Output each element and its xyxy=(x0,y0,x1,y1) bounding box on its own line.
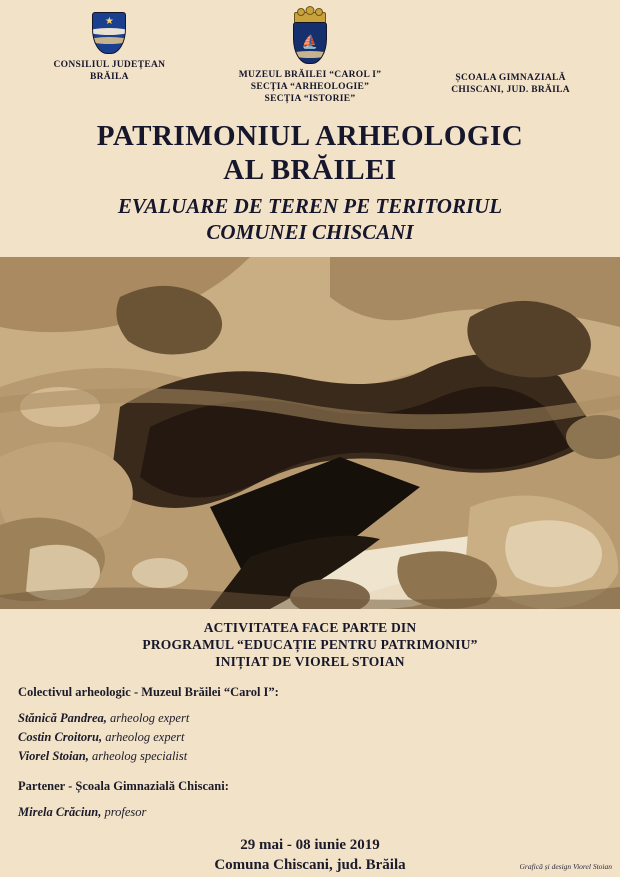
list-item xyxy=(18,748,620,764)
poster-titles xyxy=(0,105,620,245)
list-item xyxy=(18,804,620,820)
person-role: profesor xyxy=(104,805,147,819)
credits-block xyxy=(0,670,620,823)
person-name: Costin Croitoru, xyxy=(18,730,103,744)
person-name: Mirela Crăciun, xyxy=(18,805,102,819)
page-title xyxy=(20,119,600,187)
person-role: arheolog expert xyxy=(110,711,190,725)
crest-block-museum xyxy=(205,12,415,105)
event-dates: 29 mai - 08 iunie 2019 xyxy=(240,837,380,853)
page-subtitle xyxy=(20,193,600,245)
program-block xyxy=(0,609,620,670)
designer-credit: Grafică și design Viorel Stoian xyxy=(519,862,612,871)
program-line-2: PROGRAMUL “EDUCAȚIE PENTRU PATRIMONIU” xyxy=(142,637,478,652)
team-heading: Colectivul arheologic - Muzeul Brăilei “Carol I”: xyxy=(18,685,279,699)
title-line-2: AL BRĂILEI xyxy=(223,154,397,186)
person-name: Viorel Stoian, xyxy=(18,749,89,763)
event-place: Comuna Chiscani, jud. Brăila xyxy=(214,857,406,873)
list-item xyxy=(18,710,620,726)
person-role: arheolog expert xyxy=(105,730,185,744)
crest-row xyxy=(0,0,620,105)
crest-caption-line: CONSILIUL JUDEȚEAN xyxy=(53,60,166,70)
shield-coat-of-arms-icon: ★ xyxy=(92,12,126,54)
crest-caption-museum xyxy=(239,69,382,105)
crest-caption-line: ȘCOALA GIMNAZIALĂ xyxy=(455,73,566,83)
crest-caption-county xyxy=(54,59,166,83)
list-item xyxy=(18,729,620,745)
crest-caption-line: CHISCANI, JUD. BRĂILA xyxy=(451,85,570,95)
subtitle-line-2: COMUNEI CHISCANI xyxy=(206,220,414,244)
program-line-3: INIȚIAT DE VIOREL STOIAN xyxy=(215,654,405,669)
crest-caption-line: SECȚIA “ISTORIE” xyxy=(264,94,356,104)
person-role: arheolog specialist xyxy=(91,749,188,763)
archaeological-excavation-photo xyxy=(0,257,620,609)
crest-caption-line: MUZEUL BRĂILEI “CAROL I” xyxy=(238,70,382,80)
crest-caption-school xyxy=(451,72,570,96)
title-line-1: PATRIMONIUL ARHEOLOGIC xyxy=(96,120,524,152)
crest-block-county xyxy=(14,12,205,83)
program-line-1: ACTIVITATEA FACE PARTE DIN xyxy=(203,620,417,635)
crest-block-school xyxy=(415,12,606,96)
crest-caption-line: BRĂILA xyxy=(90,72,129,82)
partner-heading: Partener - Școala Gimnazială Chiscani: xyxy=(18,779,229,793)
crest-caption-line: SECȚIA “ARHEOLOGIE” xyxy=(250,82,370,92)
subtitle-line-1: EVALUARE DE TEREN PE TERITORIUL xyxy=(117,194,503,218)
person-name: Stănică Pandrea, xyxy=(18,711,107,725)
crowned-shield-coat-of-arms-icon: ⛵ xyxy=(293,22,327,64)
